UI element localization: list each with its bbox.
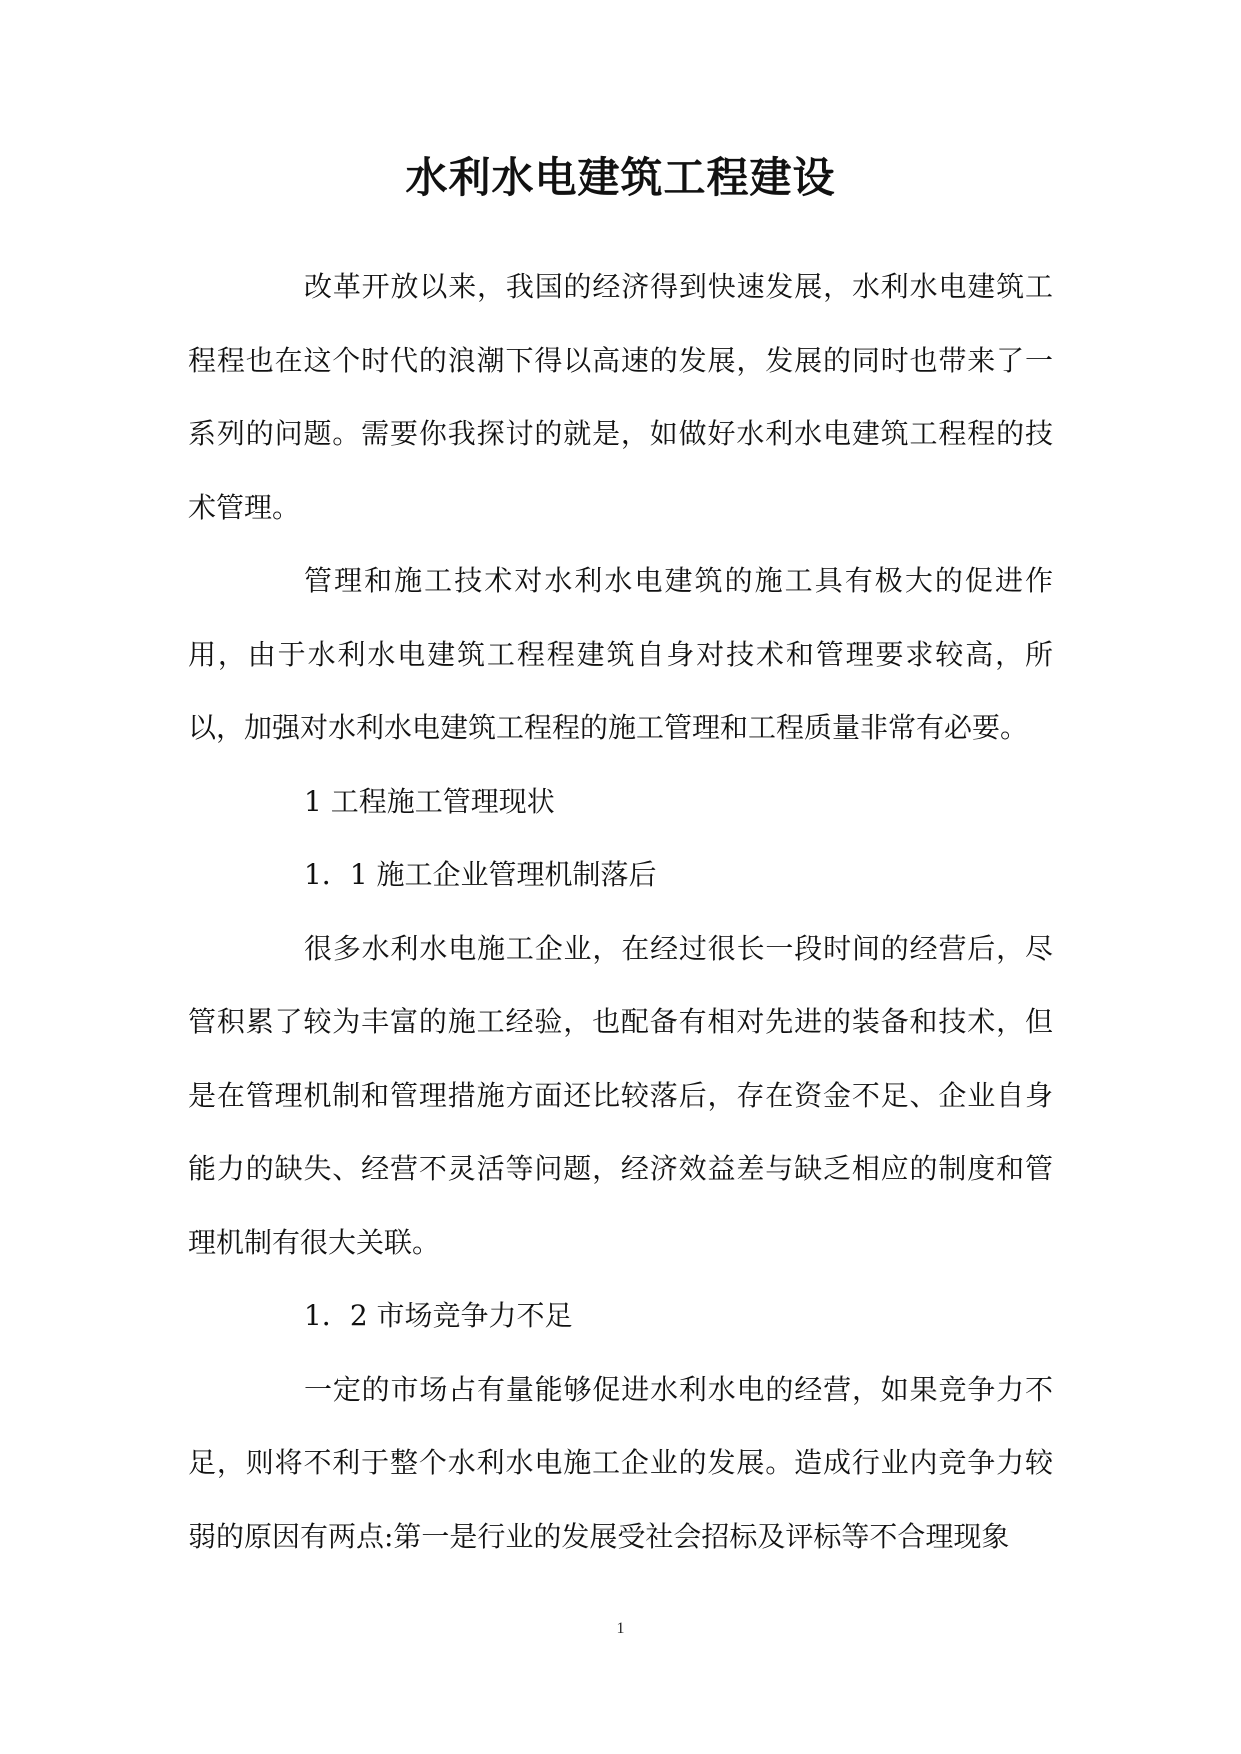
subsection-heading-1-2: 1．2 市场竞争力不足 <box>304 1299 573 1332</box>
subsection-heading-1-1: 1．1 施工企业管理机制落后 <box>304 858 657 891</box>
section-heading-1: 1 工程施工管理现状 <box>304 784 555 818</box>
document-title: 水利水电建筑工程建设 <box>405 153 836 202</box>
page-number: 1 <box>616 1620 625 1637</box>
document-body <box>188 250 1053 1573</box>
paragraph-management-mechanism: 很多水利水电施工企业，在经过很长一段时间的经营后，尽管积累了较为丰富的施工经验，也配备有相对先进的装备和技术，但是在管理机制和管理措施方面还比较落后，存在资金不足、企业自身能力的缺失、经营不灵活等问题，经济效益差与缺乏相应的制度和管理机制有很大关联。 <box>188 931 1053 1259</box>
paragraph-intro: 改革开放以来，我国的经济得到快速发展，水利水电建筑工程程也在这个时代的浪潮下得以高速的发展，发展的同时也带来了一系列的问题。需要你我探讨的就是，如做好水利水电建筑工程程的技术管理。 <box>188 270 1053 524</box>
paragraph-management-importance: 管理和施工技术对水利水电建筑的施工具有极大的促进作用，由于水利水电建筑工程程建筑自身对技术和管理要求较高，所以，加强对水利水电建筑工程程的施工管理和工程质量非常有必要。 <box>188 564 1053 744</box>
paragraph-market-competition: 一定的市场占有量能够促进水利水电的经营，如果竞争力不足，则将不利于整个水利水电施工企业的发展。造成行业内竞争力较弱的原因有两点:第一是行业的发展受社会招标及评标等不合理现象 <box>188 1372 1053 1553</box>
